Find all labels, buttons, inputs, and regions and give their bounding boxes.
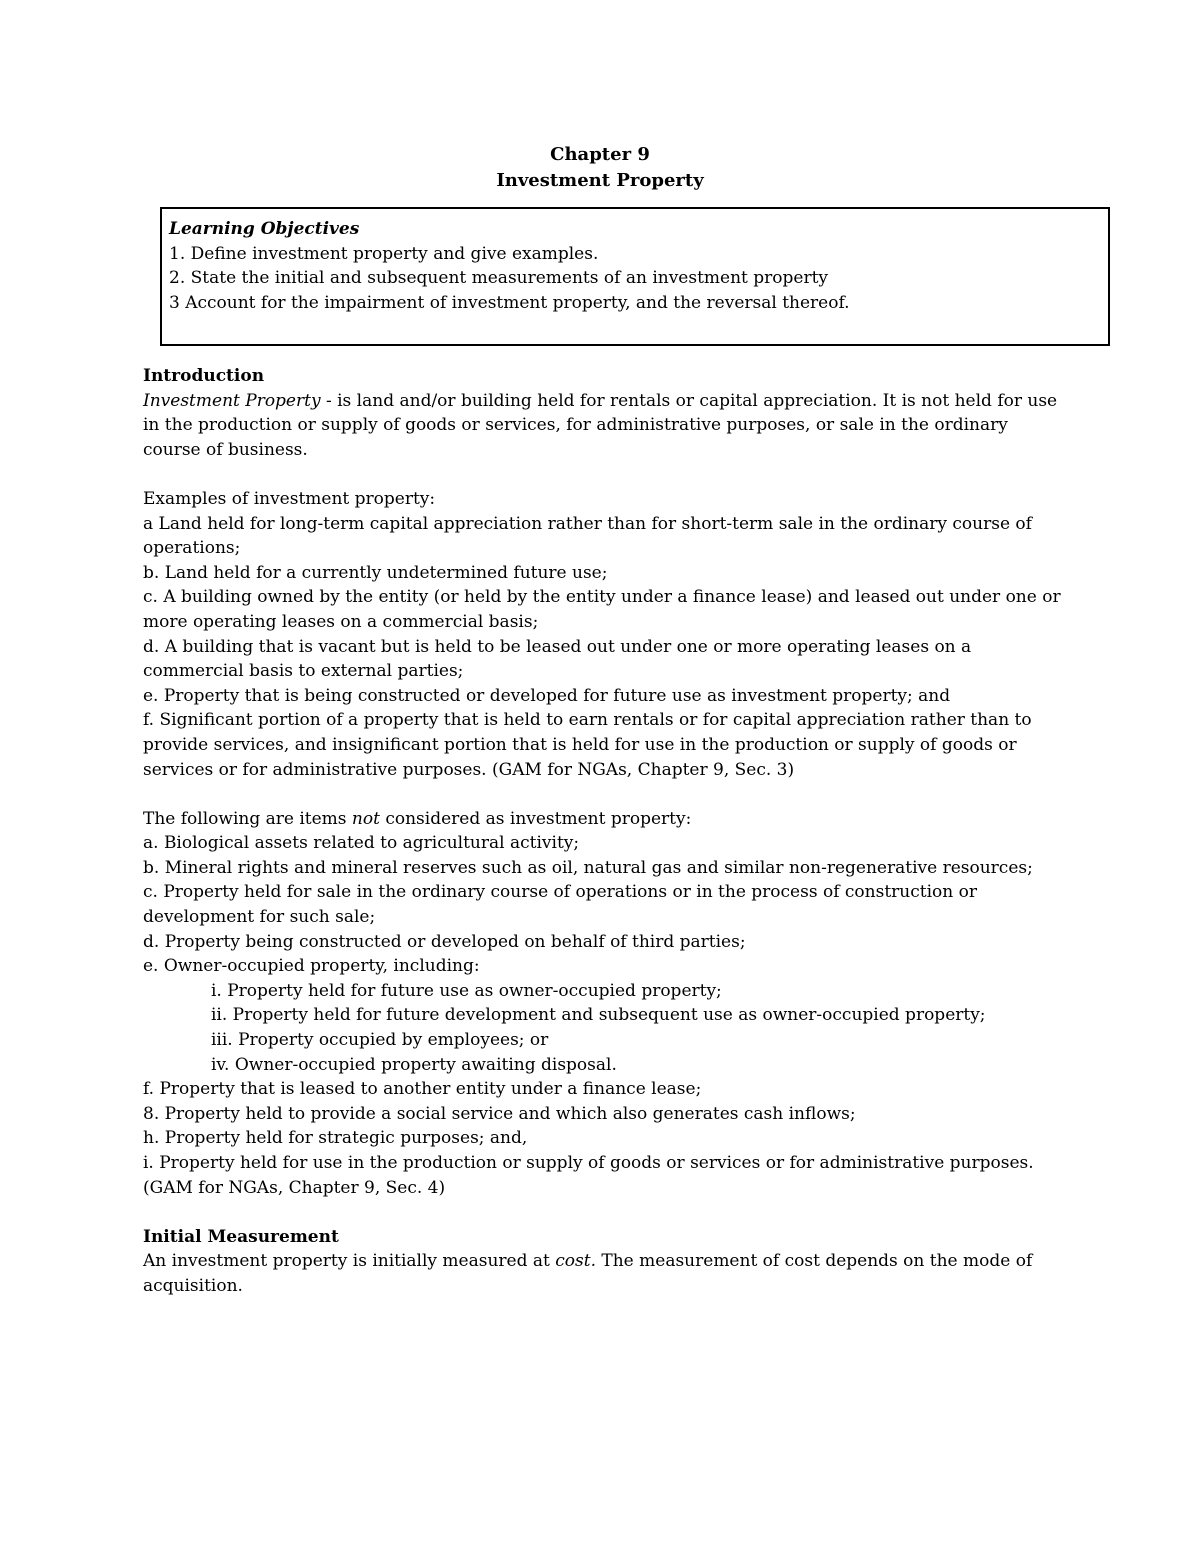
not-ip-line: development for such sale; [143, 907, 376, 928]
objectives-title: Learning Objectives [169, 219, 360, 239]
not-ip-line: f. Property that is leased to another entity under a finance lease; [143, 1079, 702, 1100]
body-text [143, 364, 1063, 1299]
introduction-heading: Introduction [143, 366, 265, 386]
example-line: f. Significant portion of a property that is held to earn rentals or for capital appreciation rather than to [143, 710, 1032, 731]
lead-text: The following are items [143, 808, 352, 829]
learning-objectives-box [160, 207, 1110, 346]
definition-line: in the production or supply of goods or services, for administrative purposes, or sale in the ordinary [143, 415, 1008, 436]
examples-lead: Examples of investment property: [143, 488, 436, 509]
chapter-number: Chapter 9 [550, 144, 650, 165]
emphasis-not: not [351, 808, 380, 829]
defined-term: Investment Property [143, 390, 321, 411]
definition-line: course of business. [143, 439, 308, 460]
measurement-text: An investment property is initially measured at [143, 1251, 556, 1272]
sub-item-line: iv. Owner-occupied property awaiting disposal. [211, 1054, 617, 1075]
example-line: d. A building that is vacant but is held to be leased out under one or more operating leases on a [143, 636, 972, 657]
not-ip-line: e. Owner-occupied property, including: [143, 956, 480, 977]
chapter-title: Investment Property [496, 170, 704, 191]
sub-item-line: iii. Property occupied by employees; or [211, 1030, 549, 1051]
sub-item-line: ii. Property held for future development and subsequent use as owner-occupied property; [211, 1005, 986, 1026]
measurement-text: The measurement of cost depends on the mode of [595, 1251, 1033, 1272]
example-line: services or for administrative purposes. (GAM for NGAs, Chapter 9, Sec. 3) [143, 759, 795, 780]
not-ip-line: d. Property being constructed or developed on behalf of third parties; [143, 931, 746, 952]
example-line: more operating leases on a commercial basis; [143, 611, 539, 632]
example-line: provide services, and insignificant portion that is held for use in the production or supply of goods or [143, 734, 1017, 755]
not-ip-line: c. Property held for sale in the ordinary course of operations or in the process of construction or [143, 882, 977, 903]
objective-item: 2. State the initial and subsequent measurements of an investment property [169, 268, 829, 288]
not-ip-line: i. Property held for use in the production or supply of goods or services or for administrative purposes. [143, 1153, 1034, 1173]
not-ip-line: a. Biological assets related to agricultural activity; [143, 833, 580, 854]
example-line: operations; [143, 538, 241, 559]
not-ip-lead [143, 807, 1063, 832]
sub-item-line: i. Property held for future use as owner-occupied property; [211, 980, 722, 1001]
example-line: commercial basis to external parties; [143, 661, 464, 682]
objective-item: 3 Account for the impairment of investment property, and the reversal thereof. [169, 292, 850, 313]
initial-measurement-heading: Initial Measurement [143, 1226, 339, 1247]
not-ip-line: h. Property held for strategic purposes; and, [143, 1128, 528, 1149]
definition-line [143, 389, 1063, 414]
lead-text: considered as investment property: [379, 808, 692, 829]
example-line: a Land held for long-term capital appreciation rather than for short-term sale in the ordinary course of [143, 513, 1032, 534]
paragraph-gap [143, 1200, 1063, 1225]
example-line: c. A building owned by the entity (or held by the entity under a finance lease) and leased out under one or [143, 587, 1061, 608]
paragraph-gap [143, 782, 1063, 807]
not-ip-line: (GAM for NGAs, Chapter 9, Sec. 4) [143, 1177, 446, 1198]
definition-text: - is land and/or building held for rentals or capital appreciation. It is not held for use [320, 390, 1058, 411]
example-line: b. Land held for a currently undetermined future use; [143, 562, 608, 583]
initial-measurement-line [143, 1249, 1063, 1274]
paragraph-gap [143, 462, 1063, 487]
not-ip-line: b. Mineral rights and mineral reserves such as oil, natural gas and similar non-regenerative resources; [143, 857, 1033, 878]
not-ip-line: 8. Property held to provide a social service and which also generates cash inflows; [143, 1103, 856, 1124]
initial-measurement-line: acquisition. [143, 1275, 243, 1296]
example-line: e. Property that is being constructed or developed for future use as investment property; and [143, 685, 951, 706]
objective-item: 1. Define investment property and give examples. [169, 243, 599, 264]
emphasis-cost: cost. [555, 1251, 596, 1272]
